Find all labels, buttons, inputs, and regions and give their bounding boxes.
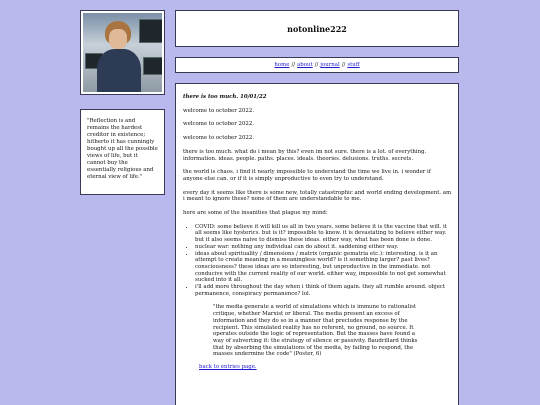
nav-separator: // [291, 62, 296, 68]
nav-link-stuff[interactable]: stuff [347, 62, 360, 68]
monitor-shape [139, 19, 162, 43]
site-header [175, 10, 459, 47]
person-face [109, 29, 127, 49]
person-torso [97, 49, 141, 92]
entry-paragraph: there is too much. what do i mean by this? even im not sure. there is a lot. of everything. information. ideas. people. paths. places. ideals. theories. delusions. truths. secrets. [183, 148, 427, 162]
nav-link-journal[interactable]: journal [320, 62, 340, 68]
entry-paragraph: here are some of the insanities that plague my mind: [183, 210, 328, 217]
nav-bar [175, 57, 459, 73]
entry-title: there is too much. 10/01/22 [183, 94, 267, 100]
list-item: • ideas about spirituality / dimensions / matrix (organic gematria etc.): interesting. is it an attempt to create meaning in a meaningless world? is it something larger? past lives? consciousness? these ideas are so interesting, but unproductive in the immediate. not conducive with the current reality of our world. either way, impossible to not get somewhat sucked into it all. [195, 251, 452, 285]
sidebar-quote [80, 109, 165, 195]
avatar [83, 13, 162, 92]
avatar-frame [80, 10, 165, 95]
sidebar-quote-text: "Reflection is and remains the hardest creditor in existence; hitherto it has cunningly bought up all the possible views of life, but it cannot buy the essentially religious and eternal view of life." [87, 118, 158, 180]
list-item: • i'll add more throughout the day when i think of them again. they all rumble around. object permanence, conspiracy permanence? lol. [195, 284, 452, 297]
baudrillard-quote: "the media generate a world of simulations which is immune to rationalist critique, whether Marxist or liberal. The media present an excess of information and they do so in a manner that precludes response by the recipient. This simulated reality has no referent, no ground, no source. It operates outside the logic of representation. But the masses have found a way of subverting it: the strategy of silence or passivity. Baudrillard thinks that by absorbing the simulations of the media, by failing to respond, the masses undermine the code" (Poster, 6) [213, 304, 418, 358]
back-to-entries-link[interactable]: back to entries page. [199, 364, 257, 371]
nav-link-home[interactable]: home [274, 62, 290, 68]
entry-paragraph: every day it seems like there is some new, totally catastrophic and world ending development. am i meant to ignore these? none of them are understandable to me. [183, 189, 452, 203]
nav-link-about[interactable]: about [297, 62, 313, 68]
site-title: notonline222 [287, 23, 347, 34]
entry-paragraph: welcome to october 2022. [183, 121, 254, 128]
entry-paragraph: welcome to october 2022. [183, 135, 254, 142]
monitor-shape [143, 57, 162, 75]
nav-separator: // [341, 62, 346, 68]
list-item: • nuclear war: nothing any individual can do about it. saddening either way. [195, 244, 452, 251]
entry-paragraph: welcome to october 2022. [183, 107, 254, 114]
nav-separator: // [314, 62, 319, 68]
list-item: • COVID: some believe it will kill us all in two years. some believe it is the vaccine that will. it all seems like hysterics. but is it? impossible to know. it is devastating to believe either way. but it also seems naive to dismiss these ideas. either way, what has been done is done. [195, 224, 452, 244]
journal-entry [175, 83, 459, 405]
insanities-list [183, 224, 452, 298]
entry-paragraph: the world is chaos. i find it nearly impossible to understand the time we live in. i wonder if anyone else can. or if it is simply unproductive to even try to understand. [183, 169, 431, 182]
